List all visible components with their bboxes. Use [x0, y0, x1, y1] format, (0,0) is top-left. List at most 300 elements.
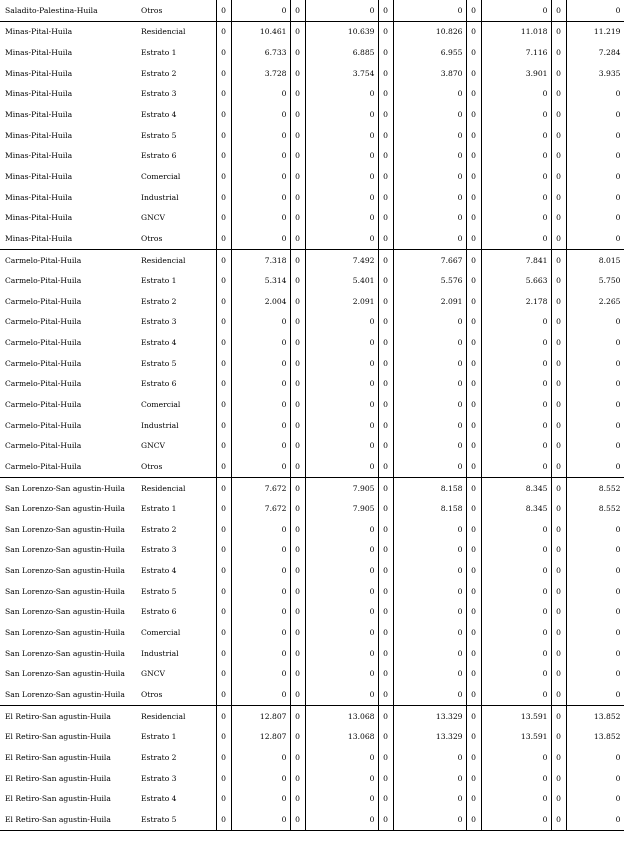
- use-type-cell: Estrato 6: [138, 145, 216, 166]
- value-cell: 0: [231, 540, 290, 561]
- table-row: [0, 374, 624, 395]
- value-cell: 0: [231, 435, 290, 456]
- value-cell: 0: [216, 207, 231, 228]
- value-cell: 0: [378, 249, 393, 270]
- value-cell: 0: [378, 768, 393, 789]
- value-cell: 0: [566, 125, 624, 146]
- value-cell: 0: [378, 207, 393, 228]
- value-cell: 0: [393, 166, 466, 187]
- value-cell: 0: [466, 42, 481, 63]
- value-cell: 0: [551, 145, 566, 166]
- value-cell: 0: [216, 747, 231, 768]
- value-cell: 0: [481, 768, 551, 789]
- value-cell: 0: [481, 788, 551, 809]
- location-cell: San Lorenzo-San agustin-Huila: [5, 566, 125, 576]
- location-cell: San Lorenzo-San agustin-Huila: [0, 477, 138, 498]
- value-cell: 0: [466, 768, 481, 789]
- value-cell: 0: [216, 540, 231, 561]
- location-cell: Carmelo-Pital-Huila: [0, 249, 138, 270]
- use-type-cell: GNCV: [138, 207, 216, 228]
- value-cell: 0: [216, 664, 231, 685]
- value-cell: 0: [305, 664, 378, 685]
- value-cell: 13.068: [305, 705, 378, 726]
- table-row: [0, 788, 624, 809]
- value-cell: 7.284: [566, 42, 624, 63]
- location-cell: El Retiro-San agustin-Huila: [5, 773, 111, 783]
- value-cell: 0: [481, 84, 551, 105]
- value-cell: 0: [566, 0, 624, 21]
- value-cell: 0: [305, 435, 378, 456]
- value-cell: 0: [466, 622, 481, 643]
- value-cell: 0: [290, 456, 305, 477]
- value-cell: 0: [466, 435, 481, 456]
- value-cell: 0: [551, 270, 566, 291]
- value-cell: 0: [216, 788, 231, 809]
- value-cell: 0: [305, 228, 378, 249]
- location-cell: El Retiro-San agustin-Huila: [5, 794, 111, 804]
- value-cell: 0: [466, 394, 481, 415]
- location-cell: Minas-Pital-Huila: [5, 130, 73, 140]
- value-cell: 0: [290, 187, 305, 208]
- table-row: [0, 540, 624, 561]
- value-cell: 0: [231, 125, 290, 146]
- table-row: [0, 270, 624, 291]
- value-cell: 0: [216, 353, 231, 374]
- location-cell: San Lorenzo-San agustin-Huila: [5, 689, 125, 699]
- value-cell: 0: [466, 788, 481, 809]
- value-cell: 6.955: [393, 42, 466, 63]
- value-cell: 0: [290, 498, 305, 519]
- table-row: [0, 187, 624, 208]
- value-cell: 0: [466, 560, 481, 581]
- value-cell: 0: [231, 519, 290, 540]
- value-cell: 0: [466, 249, 481, 270]
- value-cell: 0: [551, 684, 566, 705]
- use-type-cell: Estrato 4: [138, 560, 216, 581]
- location-cell: Carmelo-Pital-Huila: [5, 276, 82, 286]
- value-cell: 0: [216, 477, 231, 498]
- value-cell: 0: [378, 540, 393, 561]
- value-cell: 2.091: [393, 291, 466, 312]
- value-cell: 0: [466, 187, 481, 208]
- value-cell: 0: [481, 809, 551, 830]
- location-cell: Minas-Pital-Huila: [5, 48, 73, 58]
- table-row: [0, 21, 624, 42]
- table-row: [0, 104, 624, 125]
- value-cell: 0: [566, 394, 624, 415]
- value-cell: 0: [551, 332, 566, 353]
- value-cell: 0: [305, 207, 378, 228]
- value-cell: 2.265: [566, 291, 624, 312]
- value-cell: 0: [305, 187, 378, 208]
- value-cell: 12.807: [231, 726, 290, 747]
- table-row: [0, 747, 624, 768]
- value-cell: 0: [466, 270, 481, 291]
- value-cell: 0: [393, 581, 466, 602]
- value-cell: 0: [216, 104, 231, 125]
- table-row: [0, 664, 624, 685]
- value-cell: 0: [466, 747, 481, 768]
- value-cell: 0: [481, 0, 551, 21]
- value-cell: 0: [290, 228, 305, 249]
- value-cell: 0: [466, 228, 481, 249]
- value-cell: 0: [393, 332, 466, 353]
- value-cell: 0: [551, 312, 566, 333]
- use-type-cell: Estrato 5: [138, 581, 216, 602]
- location-cell: San Lorenzo-San agustin-Huila: [5, 607, 125, 617]
- table-row: [0, 560, 624, 581]
- value-cell: 0: [305, 456, 378, 477]
- use-type-cell: Estrato 3: [138, 768, 216, 789]
- location-cell: Minas-Pital-Huila: [5, 192, 73, 202]
- value-cell: 0: [305, 788, 378, 809]
- value-cell: 0: [566, 560, 624, 581]
- use-type-cell: Estrato 3: [138, 84, 216, 105]
- value-cell: 8.158: [393, 498, 466, 519]
- value-cell: 0: [290, 21, 305, 42]
- value-cell: 0: [216, 415, 231, 436]
- value-cell: 0: [466, 415, 481, 436]
- use-type-cell: Estrato 1: [138, 270, 216, 291]
- value-cell: 0: [551, 228, 566, 249]
- use-type-cell: Estrato 4: [138, 332, 216, 353]
- value-cell: 0: [551, 249, 566, 270]
- table-row: [0, 768, 624, 789]
- value-cell: 0: [466, 809, 481, 830]
- value-cell: 0: [566, 104, 624, 125]
- value-cell: 0: [216, 684, 231, 705]
- value-cell: 0: [305, 353, 378, 374]
- table-row: [0, 353, 624, 374]
- value-cell: 0: [290, 63, 305, 84]
- value-cell: 0: [231, 207, 290, 228]
- value-cell: 0: [393, 643, 466, 664]
- value-cell: 13.068: [305, 726, 378, 747]
- use-type-cell: Estrato 4: [138, 788, 216, 809]
- value-cell: 0: [466, 291, 481, 312]
- use-type-cell: Residencial: [138, 477, 216, 498]
- location-cell: San Lorenzo-San agustin-Huila: [5, 648, 125, 658]
- value-cell: 8.345: [481, 498, 551, 519]
- use-type-cell: Estrato 6: [138, 374, 216, 395]
- value-cell: 0: [566, 374, 624, 395]
- value-cell: 0: [378, 705, 393, 726]
- use-type-cell: Estrato 5: [138, 353, 216, 374]
- value-cell: 0: [551, 187, 566, 208]
- value-cell: 0: [290, 435, 305, 456]
- value-cell: 0: [551, 394, 566, 415]
- location-cell: Carmelo-Pital-Huila: [5, 338, 82, 348]
- location-cell: Minas-Pital-Huila: [5, 151, 73, 161]
- value-cell: 2.091: [305, 291, 378, 312]
- value-cell: 0: [305, 374, 378, 395]
- value-cell: 0: [216, 394, 231, 415]
- value-cell: 0: [378, 456, 393, 477]
- value-cell: 0: [466, 456, 481, 477]
- value-cell: 0: [378, 374, 393, 395]
- value-cell: 0: [290, 42, 305, 63]
- value-cell: 0: [481, 374, 551, 395]
- table-row: [0, 498, 624, 519]
- use-type-cell: Otros: [138, 456, 216, 477]
- value-cell: 0: [551, 415, 566, 436]
- value-cell: 0: [481, 643, 551, 664]
- value-cell: 0: [290, 540, 305, 561]
- use-type-cell: Estrato 2: [138, 63, 216, 84]
- value-cell: 0: [378, 187, 393, 208]
- value-cell: 0: [393, 456, 466, 477]
- table-row: [0, 684, 624, 705]
- use-type-cell: Estrato 5: [138, 125, 216, 146]
- value-cell: 0: [231, 145, 290, 166]
- value-cell: 0: [393, 684, 466, 705]
- value-cell: 0: [290, 809, 305, 830]
- value-cell: 8.345: [481, 477, 551, 498]
- value-cell: 8.552: [566, 477, 624, 498]
- value-cell: 0: [216, 456, 231, 477]
- value-cell: 0: [305, 312, 378, 333]
- value-cell: 0: [290, 643, 305, 664]
- value-cell: 0: [216, 374, 231, 395]
- value-cell: 0: [378, 809, 393, 830]
- value-cell: 0: [481, 145, 551, 166]
- value-cell: 0: [566, 622, 624, 643]
- value-cell: 0: [378, 519, 393, 540]
- value-cell: 0: [566, 747, 624, 768]
- value-cell: 0: [393, 602, 466, 623]
- value-cell: 0: [290, 726, 305, 747]
- value-cell: 0: [566, 353, 624, 374]
- value-cell: 13.591: [481, 726, 551, 747]
- value-cell: 3.901: [481, 63, 551, 84]
- value-cell: 0: [466, 0, 481, 21]
- value-cell: 0: [566, 456, 624, 477]
- use-type-cell: Residencial: [138, 705, 216, 726]
- value-cell: 0: [290, 291, 305, 312]
- value-cell: 0: [231, 228, 290, 249]
- value-cell: 0: [481, 602, 551, 623]
- value-cell: 0: [378, 726, 393, 747]
- value-cell: 0: [566, 312, 624, 333]
- value-cell: 0: [231, 332, 290, 353]
- value-cell: 0: [305, 768, 378, 789]
- value-cell: 0: [216, 602, 231, 623]
- value-cell: 0: [466, 374, 481, 395]
- value-cell: 0: [231, 768, 290, 789]
- value-cell: 0: [216, 435, 231, 456]
- location-cell: Carmelo-Pital-Huila: [5, 317, 82, 327]
- value-cell: 0: [290, 353, 305, 374]
- table-row: [0, 228, 624, 249]
- value-cell: 0: [551, 63, 566, 84]
- value-cell: 0: [216, 726, 231, 747]
- value-cell: 0: [551, 374, 566, 395]
- value-cell: 0: [566, 145, 624, 166]
- value-cell: 0: [378, 270, 393, 291]
- value-cell: 0: [216, 643, 231, 664]
- value-cell: 0: [393, 187, 466, 208]
- use-type-cell: Estrato 2: [138, 519, 216, 540]
- value-cell: 0: [378, 312, 393, 333]
- value-cell: 0: [378, 581, 393, 602]
- value-cell: 0: [566, 332, 624, 353]
- value-cell: 0: [231, 104, 290, 125]
- table-row: [0, 42, 624, 63]
- value-cell: 0: [551, 435, 566, 456]
- value-cell: 0: [231, 809, 290, 830]
- value-cell: 0: [551, 664, 566, 685]
- value-cell: 0: [393, 125, 466, 146]
- value-cell: 0: [551, 207, 566, 228]
- location-cell: Minas-Pital-Huila: [5, 213, 73, 223]
- location-cell: El Retiro-San agustin-Huila: [5, 752, 111, 762]
- value-cell: 7.492: [305, 249, 378, 270]
- value-cell: 0: [393, 84, 466, 105]
- use-type-cell: Otros: [138, 228, 216, 249]
- value-cell: 0: [305, 747, 378, 768]
- value-cell: 0: [231, 166, 290, 187]
- value-cell: 0: [481, 394, 551, 415]
- table-row: [0, 581, 624, 602]
- value-cell: 0: [566, 187, 624, 208]
- value-cell: 0: [216, 519, 231, 540]
- location-cell: Minas-Pital-Huila: [5, 110, 73, 120]
- value-cell: 0: [551, 768, 566, 789]
- use-type-cell: Industrial: [138, 643, 216, 664]
- table-row: [0, 622, 624, 643]
- use-type-cell: Estrato 1: [138, 42, 216, 63]
- location-cell: El Retiro-San agustin-Huila: [5, 732, 111, 742]
- value-cell: 0: [216, 622, 231, 643]
- value-cell: 0: [305, 540, 378, 561]
- location-cell: Saladito-Palestina-Huila: [5, 5, 98, 15]
- table-row: [0, 166, 624, 187]
- location-cell: San Lorenzo-San agustin-Huila: [5, 586, 125, 596]
- value-cell: 0: [481, 581, 551, 602]
- value-cell: 0: [290, 602, 305, 623]
- use-type-cell: Comercial: [138, 394, 216, 415]
- value-cell: 7.672: [231, 498, 290, 519]
- value-cell: 0: [231, 456, 290, 477]
- value-cell: 13.852: [566, 726, 624, 747]
- table-row: [0, 332, 624, 353]
- value-cell: 0: [378, 42, 393, 63]
- value-cell: 13.329: [393, 726, 466, 747]
- value-cell: 0: [466, 498, 481, 519]
- value-cell: 0: [290, 249, 305, 270]
- value-cell: 0: [481, 519, 551, 540]
- value-cell: 0: [290, 166, 305, 187]
- value-cell: 0: [566, 643, 624, 664]
- value-cell: 0: [466, 353, 481, 374]
- value-cell: 0: [216, 228, 231, 249]
- value-cell: 0: [378, 145, 393, 166]
- value-cell: 0: [305, 560, 378, 581]
- table-row: [0, 63, 624, 84]
- value-cell: 0: [551, 456, 566, 477]
- value-cell: 0: [216, 581, 231, 602]
- value-cell: 0: [231, 581, 290, 602]
- value-cell: 0: [290, 312, 305, 333]
- value-cell: 0: [566, 540, 624, 561]
- value-cell: 0: [393, 207, 466, 228]
- value-cell: 0: [466, 519, 481, 540]
- value-cell: 8.158: [393, 477, 466, 498]
- value-cell: 0: [393, 228, 466, 249]
- value-cell: 0: [481, 435, 551, 456]
- value-cell: 0: [216, 768, 231, 789]
- value-cell: 0: [290, 415, 305, 436]
- value-cell: 0: [551, 166, 566, 187]
- use-type-cell: Comercial: [138, 166, 216, 187]
- value-cell: 0: [216, 166, 231, 187]
- value-cell: 0: [216, 63, 231, 84]
- value-cell: 0: [551, 726, 566, 747]
- table-row: [0, 394, 624, 415]
- value-cell: 0: [305, 166, 378, 187]
- value-cell: 0: [466, 477, 481, 498]
- value-cell: 0: [566, 684, 624, 705]
- value-cell: 0: [466, 166, 481, 187]
- use-type-cell: Industrial: [138, 187, 216, 208]
- table-row: [0, 809, 624, 830]
- value-cell: 7.318: [231, 249, 290, 270]
- value-cell: 0: [231, 664, 290, 685]
- value-cell: 0: [481, 560, 551, 581]
- value-cell: 0: [231, 643, 290, 664]
- value-cell: 8.552: [566, 498, 624, 519]
- use-type-cell: Estrato 2: [138, 747, 216, 768]
- value-cell: 0: [393, 560, 466, 581]
- table-row: [0, 456, 624, 477]
- value-cell: 0: [231, 788, 290, 809]
- value-cell: 0: [393, 664, 466, 685]
- value-cell: 0: [290, 622, 305, 643]
- value-cell: 0: [466, 540, 481, 561]
- value-cell: 0: [393, 747, 466, 768]
- value-cell: 0: [231, 312, 290, 333]
- value-cell: 0: [393, 353, 466, 374]
- value-cell: 0: [551, 498, 566, 519]
- value-cell: 0: [290, 684, 305, 705]
- value-cell: 0: [393, 104, 466, 125]
- value-cell: 6.885: [305, 42, 378, 63]
- value-cell: 0: [481, 622, 551, 643]
- value-cell: 0: [305, 684, 378, 705]
- value-cell: 0: [481, 187, 551, 208]
- value-cell: 0: [378, 353, 393, 374]
- value-cell: 5.314: [231, 270, 290, 291]
- value-cell: 0: [216, 187, 231, 208]
- value-cell: 0: [216, 145, 231, 166]
- value-cell: 0: [393, 809, 466, 830]
- value-cell: 0: [481, 540, 551, 561]
- value-cell: 0: [551, 125, 566, 146]
- value-cell: 0: [393, 394, 466, 415]
- location-cell: Minas-Pital-Huila: [5, 171, 73, 181]
- value-cell: 5.576: [393, 270, 466, 291]
- value-cell: 0: [378, 415, 393, 436]
- value-cell: 0: [393, 540, 466, 561]
- value-cell: 7.905: [305, 498, 378, 519]
- value-cell: 0: [466, 581, 481, 602]
- value-cell: 3.728: [231, 63, 290, 84]
- value-cell: 0: [566, 768, 624, 789]
- value-cell: 0: [378, 747, 393, 768]
- value-cell: 0: [290, 581, 305, 602]
- table-row: [0, 249, 624, 270]
- value-cell: 0: [290, 560, 305, 581]
